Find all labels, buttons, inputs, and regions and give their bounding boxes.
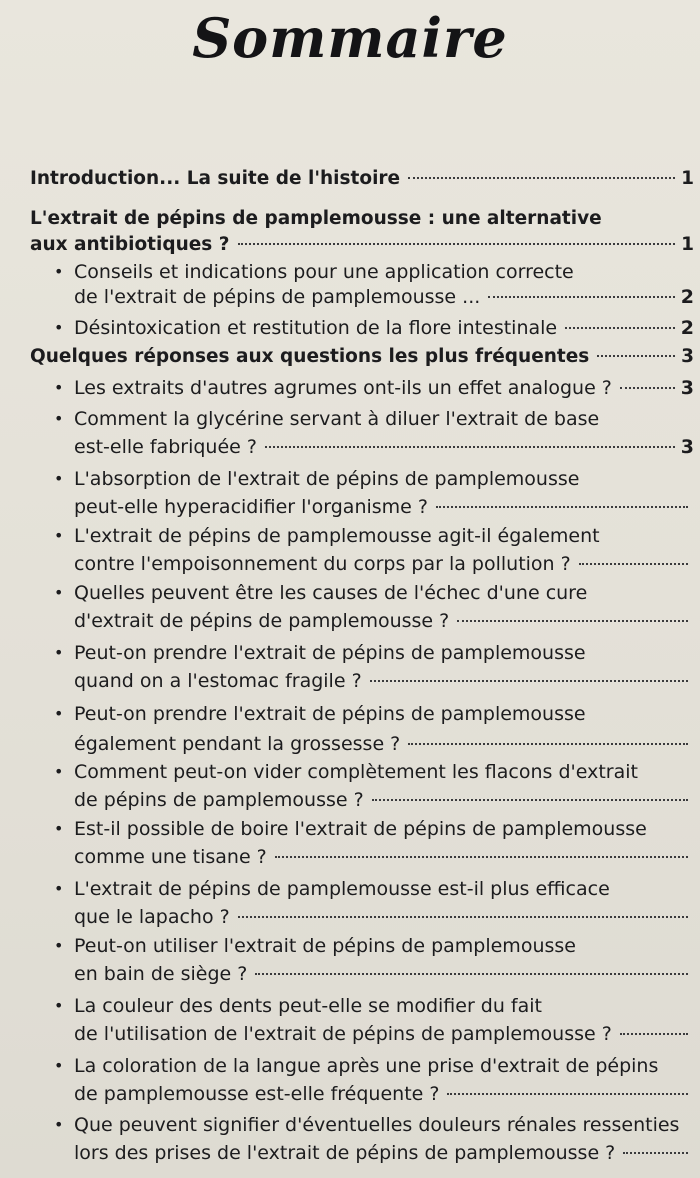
page-number: 3 — [680, 377, 694, 399]
toc-entry-text: L'extrait de pépins de pamplemousse agit-il également — [74, 525, 600, 547]
dot-leader — [565, 327, 675, 329]
toc-section-line — [30, 232, 694, 258]
toc-entry-line — [74, 668, 694, 694]
dot-leader — [255, 973, 688, 975]
dot-leader — [579, 563, 688, 565]
toc-entry-text: Peut-on utiliser l'extrait de pépins de pamplemousse — [74, 935, 576, 957]
dot-leader — [408, 177, 675, 179]
toc-entry-text: Conseils et indications pour une application correcte — [74, 261, 574, 283]
bullet-marker: • — [54, 583, 64, 602]
dot-leader — [620, 387, 675, 389]
bullet-marker: • — [54, 762, 64, 781]
toc-entry-text: Quelques réponses aux questions les plus fréquentes — [30, 346, 590, 367]
dot-leader — [436, 506, 688, 508]
toc-entry-line — [74, 787, 694, 813]
dot-leader — [623, 1152, 688, 1154]
toc-entry-text: Comment la glycérine servant à diluer l'extrait de base — [74, 408, 600, 430]
toc-entry-line — [74, 434, 694, 460]
toc-entry-text: de l'extrait de pépins de pamplemousse ... — [74, 286, 481, 308]
toc-entry-text: est-elle fabriquée ? — [74, 436, 257, 458]
toc-entry-line — [74, 731, 694, 757]
bullet-marker: • — [54, 996, 64, 1015]
toc-entry-line — [74, 993, 542, 1019]
page-number: 2 — [680, 317, 694, 339]
toc-entry-line — [74, 375, 694, 401]
bullet-marker: • — [54, 409, 64, 428]
toc-entry-line — [74, 933, 576, 959]
toc-entry-text: La coloration de la langue après une prise d'extrait de pépins — [74, 1055, 659, 1077]
toc-entry-text: L'extrait de pépins de pamplemousse est-il plus efficace — [74, 878, 610, 900]
toc-entry-text: lors des prises de l'extrait de pépins de pamplemousse ? — [74, 1142, 616, 1164]
bullet-marker: • — [54, 526, 64, 545]
toc-entry-text: Est-il possible de boire l'extrait de pépins de pamplemousse — [74, 818, 647, 840]
toc-entry-line — [74, 904, 694, 930]
toc-entry-text: quand on a l'estomac fragile ? — [74, 670, 362, 692]
toc-section-line — [30, 344, 694, 370]
toc-entry-text: Peut-on prendre l'extrait de pépins de pamplemousse — [74, 642, 586, 664]
dot-leader — [370, 680, 688, 682]
dot-leader — [597, 355, 675, 357]
toc-entry-text: également pendant la grossesse ? — [74, 733, 401, 755]
toc-entry-line — [74, 551, 694, 577]
bullet-marker: • — [54, 936, 64, 955]
toc-entry-line — [74, 816, 647, 842]
toc-entry-line — [74, 1112, 679, 1138]
toc-entry-text: La couleur des dents peut-elle se modifier du fait — [74, 995, 542, 1017]
dot-leader — [620, 1033, 688, 1035]
toc-entry-text: Comment peut-on vider complètement les flacons d'extrait — [74, 761, 638, 783]
toc-entry-text: de l'utilisation de l'extrait de pépins de pamplemousse ? — [74, 1023, 612, 1045]
toc-entry-text: aux antibiotiques ? — [30, 234, 230, 255]
dot-leader — [447, 1093, 688, 1095]
toc-entry-line — [74, 1081, 694, 1107]
dot-leader — [238, 243, 676, 245]
toc-entry-text: de pamplemousse est-elle fréquente ? — [74, 1083, 440, 1105]
toc-entry-text: Que peuvent signifier d'éventuelles douleurs rénales ressenties — [74, 1114, 680, 1136]
toc-entry-text: L'extrait de pépins de pamplemousse : une alternative — [30, 208, 602, 229]
toc-entry-line — [74, 1053, 658, 1079]
toc-entry-line — [74, 315, 694, 341]
toc-entry-text: Les extraits d'autres agrumes ont-ils un effet analogue ? — [74, 377, 612, 399]
toc-entry-text: comme une tisane ? — [74, 846, 267, 868]
toc-entry-text: de pépins de pamplemousse ? — [74, 789, 364, 811]
toc-entry-text: L'absorption de l'extrait de pépins de pamplemousse — [74, 468, 580, 490]
toc-section-line — [30, 206, 602, 232]
toc-entry-line — [74, 701, 586, 727]
toc-entry-line — [74, 640, 586, 666]
toc-entry-text: Quelles peuvent être les causes de l'échec d'une cure — [74, 582, 588, 604]
toc-entry-line — [74, 876, 610, 902]
page-title: Sommaire — [192, 6, 508, 70]
toc-entry-line — [74, 1140, 694, 1166]
toc-entry-line — [74, 494, 694, 520]
bullet-marker: • — [54, 1115, 64, 1134]
toc-section-line — [30, 166, 694, 192]
toc-entry-line — [74, 844, 694, 870]
toc-entry-line — [74, 259, 574, 285]
toc-entry-text: que le lapacho ? — [74, 906, 230, 928]
toc-entry-line — [74, 466, 579, 492]
bullet-marker: • — [54, 643, 64, 662]
dot-leader — [275, 856, 688, 858]
page-number: 1 — [681, 234, 694, 255]
bullet-marker: • — [54, 1056, 64, 1075]
toc-entry-text: Introduction... La suite de l'histoire — [30, 168, 401, 189]
dot-leader — [457, 620, 688, 622]
dot-leader — [408, 743, 688, 745]
toc-entry-line — [74, 284, 694, 310]
toc-entry-line — [74, 406, 599, 432]
toc-entry-line — [74, 961, 694, 987]
dot-leader — [265, 446, 675, 448]
toc-entry-line — [74, 523, 600, 549]
toc-entry-line — [74, 759, 638, 785]
dot-leader — [488, 296, 674, 298]
bullet-marker: • — [54, 819, 64, 838]
toc-entry-text: Peut-on prendre l'extrait de pépins de pamplemousse — [74, 703, 586, 725]
toc-entry-text: contre l'empoisonnement du corps par la pollution ? — [74, 553, 571, 575]
page-number: 1 — [681, 168, 694, 189]
toc-entry-line — [74, 608, 694, 634]
bullet-marker: • — [54, 318, 64, 337]
bullet-marker: • — [54, 879, 64, 898]
toc-entry-text: en bain de siège ? — [74, 963, 248, 985]
toc-entry-text: d'extrait de pépins de pamplemousse ? — [74, 610, 450, 632]
page-number: 3 — [680, 436, 694, 458]
toc-entry-line — [74, 580, 587, 606]
toc-entry-line — [74, 1021, 694, 1047]
dot-leader — [372, 799, 688, 801]
toc-entry-text: peut-elle hyperacidifier l'organisme ? — [74, 496, 428, 518]
toc-entry-text: Désintoxication et restitution de la flore intestinale — [74, 317, 558, 339]
page-number: 2 — [680, 286, 694, 308]
page-number: 3 — [681, 346, 694, 367]
bullet-marker: • — [54, 704, 64, 723]
bullet-marker: • — [54, 262, 64, 281]
dot-leader — [238, 916, 688, 918]
bullet-marker: • — [54, 378, 64, 397]
bullet-marker: • — [54, 469, 64, 488]
